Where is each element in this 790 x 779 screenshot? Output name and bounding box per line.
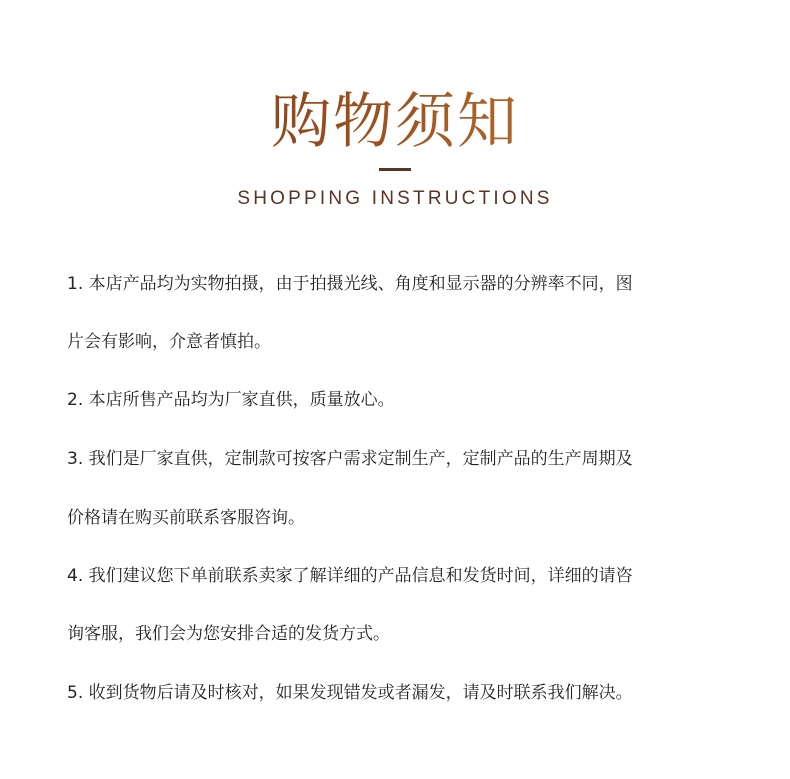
instruction-line-1: 1. 本店产品均为实物拍摄，由于拍摄光线、角度和显示器的分辨率不同，图: [67, 274, 633, 294]
instruction-line-4: 4. 我们建议您下单前联系卖家了解详细的产品信息和发货时间，详细的请咨: [67, 566, 633, 586]
page-subtitle: SHOPPING INSTRUCTIONS: [237, 188, 553, 209]
title-divider: [379, 168, 411, 171]
instruction-line-4-cont: 询客服，我们会为您安排合适的发货方式。: [67, 624, 390, 644]
instruction-line-3: 3. 我们是厂家直供，定制款可按客户需求定制生产，定制产品的生产周期及: [67, 449, 633, 469]
instruction-line-3-cont: 价格请在购买前联系客服咨询。: [67, 508, 305, 528]
page-title: 购物须知: [0, 82, 790, 162]
instruction-line-1-cont: 片会有影响，介意者慎拍。: [67, 332, 271, 352]
instruction-line-2: 2. 本店所售产品均为厂家直供，质量放心。: [67, 390, 395, 410]
instruction-line-5: 5. 收到货物后请及时核对，如果发现错发或者漏发，请及时联系我们解决。: [67, 683, 633, 703]
